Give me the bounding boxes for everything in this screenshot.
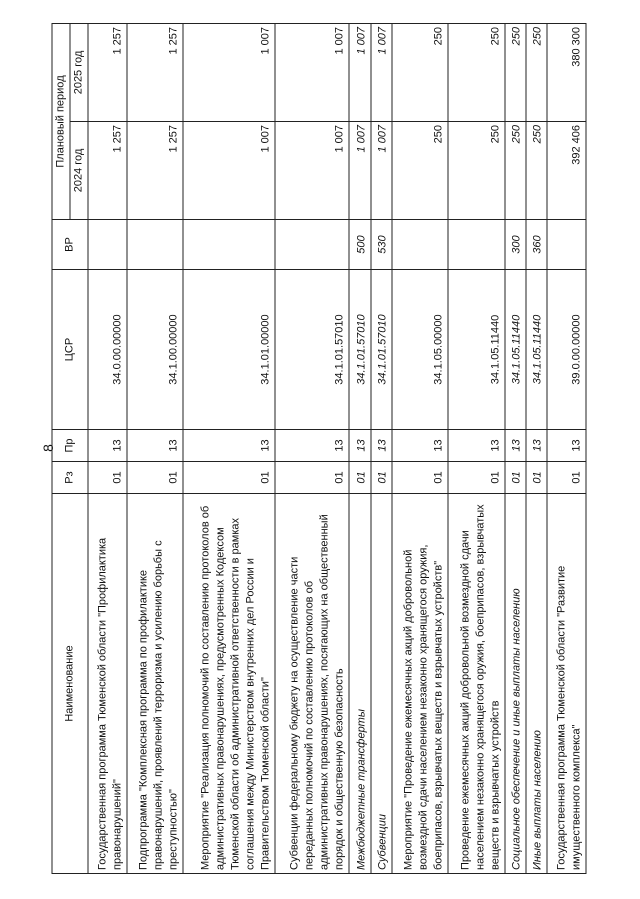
row-pr: 13 — [88, 430, 127, 462]
row-csr: 34.1.05.11440 — [505, 270, 526, 430]
row-rz: 01 — [349, 462, 370, 494]
row-vr — [183, 220, 275, 270]
row-name: Межбюджетные трансферты — [349, 494, 370, 874]
row-vr — [547, 220, 586, 270]
row-value-2024: 1 257 — [88, 122, 127, 220]
row-name: Социальное обеспечение и иные выплаты населению — [505, 494, 526, 874]
budget-table — [52, 23, 587, 874]
header-name: Наименование — [52, 494, 88, 874]
row-value-2024: 250 — [448, 122, 505, 220]
row-vr — [275, 220, 349, 270]
row-value-2024: 250 — [505, 122, 526, 220]
header-csr: ЦСР — [52, 270, 88, 430]
row-rz: 01 — [547, 462, 586, 494]
row-value-2025: 250 — [505, 24, 526, 122]
row-vr — [127, 220, 184, 270]
row-vr: 530 — [371, 220, 392, 270]
row-name: Мероприятие "Реализация полномочий по составлению протоколов об административных правонарушениях, предусмотренных Кодексом Тюменской области об административной ответственности в рамках соглашения между Министерством внутренних дел России и Правительством Тюменской области" — [183, 494, 275, 874]
row-name: Подпрограмма "Комплексная программа по профилактике правонарушений, проявлений терроризма и усилению борьбы с преступностью" — [127, 494, 184, 874]
table-body — [88, 24, 586, 874]
header-2025: 2025 год — [70, 24, 88, 122]
row-name: Проведение ежемесячных акций добровольной возмездной сдачи населением незаконно хранящегося оружия, боеприпасов, взрывчатых веществ и взрывчатых устройств — [448, 494, 505, 874]
row-name: Государственная программа Тюменской области "Развитие имущественного комплекса" — [547, 494, 586, 874]
row-rz: 01 — [392, 462, 449, 494]
row-csr: 34.1.00.00000 — [127, 270, 184, 430]
table-row — [547, 24, 586, 874]
row-pr: 13 — [183, 430, 275, 462]
row-csr: 34.1.05.11440 — [448, 270, 505, 430]
row-pr: 13 — [127, 430, 184, 462]
row-csr: 34.1.01.57010 — [371, 270, 392, 430]
row-value-2024: 1 007 — [349, 122, 370, 220]
row-pr: 13 — [448, 430, 505, 462]
row-pr: 13 — [526, 430, 547, 462]
header-rz: Рз — [52, 462, 88, 494]
table-row — [183, 24, 275, 874]
row-rz: 01 — [371, 462, 392, 494]
row-pr: 13 — [275, 430, 349, 462]
table-row — [448, 24, 505, 874]
row-value-2025: 380 300 — [547, 24, 586, 122]
row-vr: 300 — [505, 220, 526, 270]
table-row — [275, 24, 349, 874]
row-rz: 01 — [448, 462, 505, 494]
row-value-2025: 250 — [392, 24, 449, 122]
rotated-table-container — [52, 24, 587, 874]
row-value-2025: 1 007 — [275, 24, 349, 122]
table-row — [526, 24, 547, 874]
table-row — [505, 24, 526, 874]
row-value-2025: 1 257 — [127, 24, 184, 122]
row-value-2025: 1 257 — [88, 24, 127, 122]
row-rz: 01 — [505, 462, 526, 494]
table-row — [349, 24, 370, 874]
row-csr: 34.1.01.57010 — [275, 270, 349, 430]
row-csr: 34.1.05.11440 — [526, 270, 547, 430]
row-csr: 34.1.01.00000 — [183, 270, 275, 430]
row-vr — [448, 220, 505, 270]
row-name: Иные выплаты населению — [526, 494, 547, 874]
row-rz: 01 — [275, 462, 349, 494]
row-vr: 360 — [526, 220, 547, 270]
row-value-2024: 392 406 — [547, 122, 586, 220]
row-pr: 13 — [349, 430, 370, 462]
row-rz: 01 — [127, 462, 184, 494]
table-row — [371, 24, 392, 874]
row-csr: 34.0.00.00000 — [88, 270, 127, 430]
row-value-2024: 250 — [526, 122, 547, 220]
table-row — [392, 24, 449, 874]
row-vr — [88, 220, 127, 270]
row-rz: 01 — [183, 462, 275, 494]
row-pr: 13 — [392, 430, 449, 462]
row-value-2025: 250 — [448, 24, 505, 122]
header-2024: 2024 год — [70, 122, 88, 220]
row-name: Субвенции федеральному бюджету на осуществление части переданных полномочий по составлению протоколов об административных правонарушениях, посягающих на общественный порядок и общественную безопасность — [275, 494, 349, 874]
row-vr — [392, 220, 449, 270]
header-period: Плановый период — [52, 24, 70, 220]
row-name: Государственная программа Тюменской области "Профилактика правонарушений" — [88, 494, 127, 874]
row-csr: 34.1.01.57010 — [349, 270, 370, 430]
header-pr: Пр — [52, 430, 88, 462]
row-value-2024: 1 007 — [371, 122, 392, 220]
row-name: Мероприятие "Проведение ежемесячных акций добровольной возмездной сдачи населением незаконно хранящегося оружия, боеприпасов, взрывчатых веществ и взрывчатых устройств" — [392, 494, 449, 874]
row-value-2024: 250 — [392, 122, 449, 220]
table-row — [127, 24, 184, 874]
row-csr: 34.1.05.00000 — [392, 270, 449, 430]
row-value-2024: 1 257 — [127, 122, 184, 220]
row-vr: 500 — [349, 220, 370, 270]
row-pr: 13 — [547, 430, 586, 462]
row-rz: 01 — [88, 462, 127, 494]
row-value-2024: 1 007 — [183, 122, 275, 220]
row-pr: 13 — [505, 430, 526, 462]
header-vr: ВР — [52, 220, 88, 270]
row-rz: 01 — [526, 462, 547, 494]
row-value-2024: 1 007 — [275, 122, 349, 220]
page-number: 8 — [40, 444, 56, 452]
row-csr: 39.0.00.00000 — [547, 270, 586, 430]
table-row — [88, 24, 127, 874]
row-value-2025: 1 007 — [183, 24, 275, 122]
row-value-2025: 1 007 — [371, 24, 392, 122]
row-name: Субвенции — [371, 494, 392, 874]
row-value-2025: 250 — [526, 24, 547, 122]
row-value-2025: 1 007 — [349, 24, 370, 122]
row-pr: 13 — [371, 430, 392, 462]
